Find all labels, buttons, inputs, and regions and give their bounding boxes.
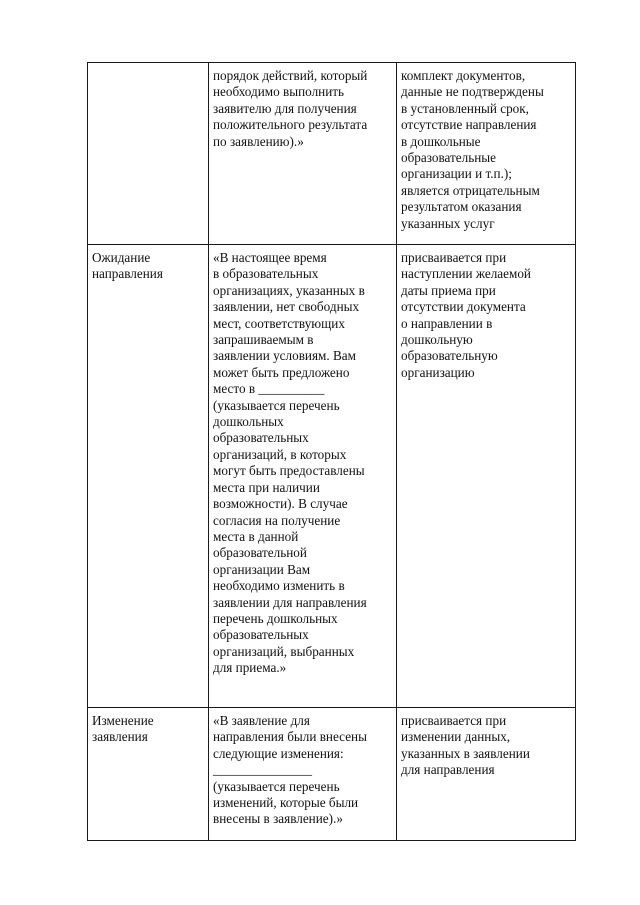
status-text: Изменение заявления [92,713,154,745]
message-text: «В настоящее время в образовательных организациях, указанных в заявлении, нет свободных мест, соответствующих запрашиваемым в заявлении условиям. Вам может быть предложено место в __________ (указывается перечень дошкольных образовательных организаций, в которых могут быть предоставлены места при наличии возможности). В случае согласия на получение места в данной образовательной организации Вам необходимо изменить в заявлении для направления перечень дошкольных образовательных организаций, выбранных для приема.» [213,250,367,676]
table-row [88,708,576,841]
table-row [88,245,576,708]
status-cell [88,708,209,841]
status-table [87,62,576,841]
description-text: комплект документов, данные не подтверждены в установленный срок, отсутствие направления в дошкольные образовательные организации и т.п.); является отрицательным результатом оказания указанных услуг [401,68,544,231]
status-cell [88,63,209,245]
message-text: порядок действий, который необходимо выполнить заявителю для получения положительного результата по заявлению).» [213,68,368,149]
message-cell [209,63,397,245]
status-text: Ожидание направления [92,250,163,282]
message-cell [209,708,397,841]
description-text: присваивается при наступлении желаемой даты приема при отсутствии документа о направлении в дошкольную образовательную организацию [401,250,531,380]
message-cell [209,245,397,708]
description-text: присваивается при изменении данных, указанных в заявлении для направления [401,713,530,778]
message-text: «В заявление для направления были внесены следующие изменения: _______________ (указывается перечень изменений, которые были внесены в заявление).» [213,713,367,827]
description-cell [397,708,576,841]
description-cell [397,63,576,245]
description-cell [397,245,576,708]
table-row [88,63,576,245]
status-cell [88,245,209,708]
